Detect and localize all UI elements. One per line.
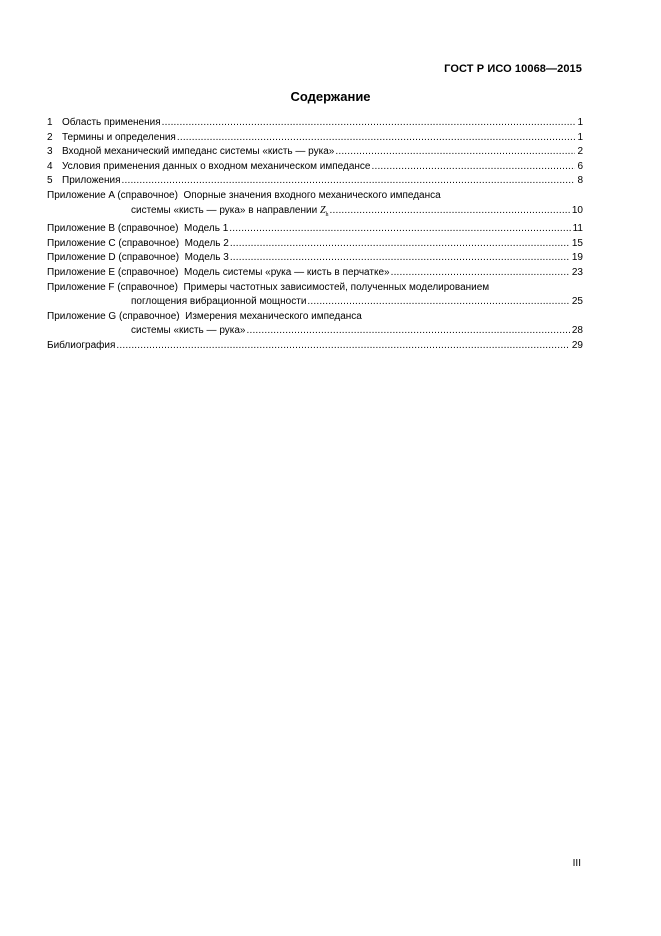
- appendix-title-line2: системы «кисть — рука»: [131, 325, 246, 337]
- table-of-contents: [47, 116, 583, 354]
- toc-appendix-b[interactable]: [47, 222, 583, 237]
- toc-entry-number: 5: [47, 175, 53, 187]
- toc-entry-text: Область применения: [62, 117, 161, 128]
- toc-entry-page: 29: [571, 339, 583, 351]
- toc-entry-page: 28: [571, 325, 583, 337]
- toc-title: Содержание: [290, 89, 371, 104]
- appendix-title-line2: поглощения вибрационной мощности: [131, 296, 307, 308]
- dot-leader: [122, 174, 576, 189]
- dot-leader: [229, 222, 570, 237]
- dot-leader: [371, 160, 575, 175]
- appendix-title-line1: Измерения механического импеданса: [185, 310, 362, 322]
- toc-entry-5[interactable]: [47, 174, 583, 189]
- bibliography-label: Библиография: [47, 339, 116, 351]
- toc-entry-page: 10: [571, 204, 583, 216]
- appendix-title: Модель системы «рука — кисть в перчатке»: [184, 266, 390, 278]
- dot-leader: [177, 131, 576, 146]
- toc-entry-page: 25: [571, 296, 583, 308]
- dot-leader: [230, 251, 570, 266]
- toc-appendix-c[interactable]: [47, 237, 583, 252]
- appendix-label: Приложение A (справочное): [47, 189, 178, 201]
- appendix-title-line2: системы «кисть — рука» в направлении: [131, 204, 318, 216]
- toc-appendix-d[interactable]: [47, 251, 583, 266]
- dot-leader: [162, 116, 576, 131]
- toc-entry-page: 1: [577, 131, 583, 143]
- toc-entry-page: 23: [571, 266, 583, 278]
- appendix-label: Приложение D (справочное): [47, 252, 180, 264]
- dot-leader: [330, 204, 570, 219]
- toc-entry-text: Термины и определения: [62, 131, 176, 143]
- dot-leader: [230, 237, 570, 252]
- toc-entry-1[interactable]: [47, 116, 583, 131]
- dot-leader: [335, 145, 575, 160]
- appendix-title-line1: Примеры частотных зависимостей, полученных моделированием: [183, 281, 490, 293]
- appendix-label: Приложение F (справочное): [47, 281, 178, 293]
- appendix-label: Приложение G (справочное): [47, 310, 180, 322]
- toc-appendix-g[interactable]: [47, 310, 583, 339]
- page-header: ГОСТ Р ИСО 10068—2015: [444, 63, 582, 75]
- toc-appendix-e[interactable]: [47, 266, 583, 281]
- appendix-label: Приложение C (справочное): [47, 237, 180, 249]
- toc-entry-number: 2: [47, 131, 53, 143]
- toc-appendix-f[interactable]: [47, 281, 583, 310]
- impedance-symbol: $Z_h$: [319, 204, 329, 218]
- dot-leader: [116, 339, 569, 354]
- toc-entry-page: 2: [577, 146, 583, 158]
- dot-leader: [391, 266, 570, 281]
- appendix-label: Приложение B (справочное): [47, 223, 179, 235]
- page-number: III: [572, 858, 581, 869]
- appendix-title: Модель 3: [184, 252, 229, 264]
- toc-entry-page: 11: [572, 223, 583, 235]
- appendix-title: Модель 2: [184, 237, 229, 249]
- toc-entry-text: Приложения: [62, 175, 121, 187]
- dot-leader: [247, 324, 570, 339]
- toc-entry-2[interactable]: [47, 131, 583, 146]
- appendix-label: Приложение E (справочное): [47, 266, 179, 278]
- toc-entry-number: 1: [47, 117, 53, 128]
- toc-entry-page: 6: [577, 160, 583, 172]
- dot-leader: [307, 295, 569, 310]
- toc-bibliography[interactable]: [47, 339, 583, 354]
- toc-entry-4[interactable]: [47, 160, 583, 175]
- toc-entry-page: 8: [577, 175, 583, 187]
- toc-entry-page: 15: [571, 237, 583, 249]
- toc-entry-3[interactable]: [47, 145, 583, 160]
- toc-entry-number: 4: [47, 160, 53, 172]
- toc-entry-page: 19: [571, 252, 583, 264]
- toc-entry-number: 3: [47, 146, 53, 158]
- toc-appendix-a[interactable]: [47, 189, 583, 222]
- toc-entry-text: Условия применения данных о входном механическом импедансе: [62, 160, 371, 172]
- appendix-title: Модель 1: [184, 223, 229, 235]
- appendix-title-line1: Опорные значения входного механического импеданса: [183, 189, 441, 201]
- toc-entry-page: 1: [577, 117, 583, 128]
- toc-entry-text: Входной механический импеданс системы «кисть — рука»: [62, 146, 335, 158]
